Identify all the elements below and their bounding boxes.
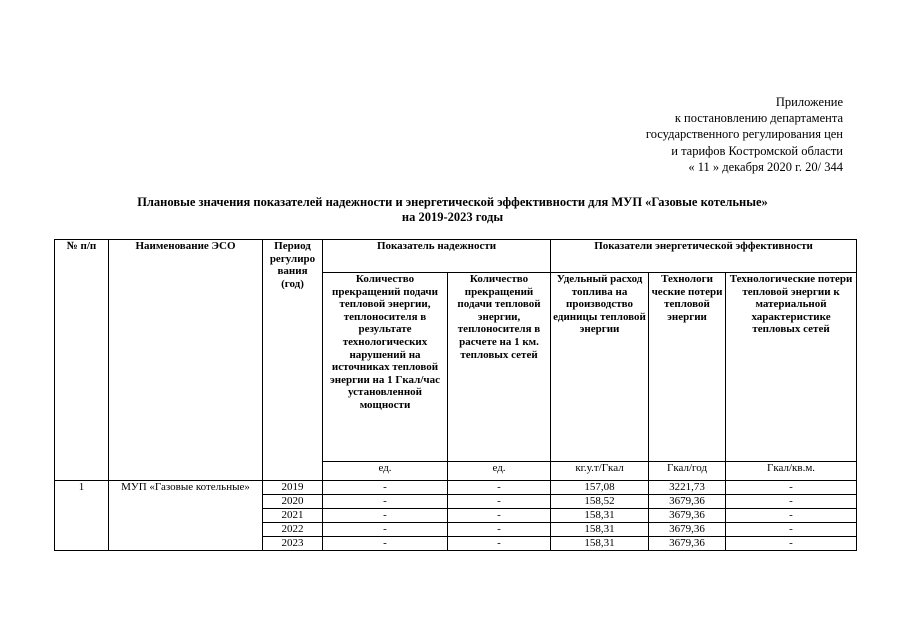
- entity-name: МУП «Газовые котельные»: [109, 481, 263, 551]
- header-col-5: Технологические потери тепловой энергии к материальной характеристике тепловых сетей: [726, 273, 857, 462]
- value-cell: -: [726, 509, 857, 523]
- unit-cell: Гкал/кв.м.: [726, 462, 857, 481]
- appendix-line: и тарифов Костромской области: [671, 143, 843, 158]
- header-period: Период регулиро вания (год): [263, 240, 323, 481]
- value-cell: -: [323, 509, 448, 523]
- value-cell: 158,52: [551, 495, 649, 509]
- year-cell: 2019: [263, 481, 323, 495]
- appendix-date-line: « 11 » декабря 2020 г. 20/ 344: [688, 159, 843, 174]
- value-cell: -: [448, 523, 551, 537]
- value-cell: 3679,36: [649, 509, 726, 523]
- entity-num: 1: [55, 481, 109, 551]
- unit-cell: Гкал/год: [649, 462, 726, 481]
- value-cell: 158,31: [551, 537, 649, 551]
- value-cell: -: [323, 523, 448, 537]
- title-line-2: на 2019-2023 годы: [401, 210, 504, 224]
- value-cell: -: [448, 495, 551, 509]
- value-cell: -: [726, 523, 857, 537]
- title-line-1: Плановые значения показателей надежности и энергетической эффективности для МУП «Газовые котельные»: [137, 195, 768, 209]
- value-cell: 3679,36: [649, 523, 726, 537]
- appendix-block: [646, 94, 843, 175]
- appendix-line: Приложение: [775, 95, 843, 109]
- table-row: [55, 481, 857, 495]
- year-cell: 2022: [263, 523, 323, 537]
- header-efficiency: Показатели энергетической эффективности: [551, 240, 857, 273]
- header-col-4: Технологи ческие потери тепловой энергии: [649, 273, 726, 462]
- value-cell: 157,08: [551, 481, 649, 495]
- value-cell: 158,31: [551, 509, 649, 523]
- value-cell: -: [726, 495, 857, 509]
- year-cell: 2021: [263, 509, 323, 523]
- value-cell: -: [726, 537, 857, 551]
- value-cell: -: [448, 537, 551, 551]
- year-cell: 2020: [263, 495, 323, 509]
- value-cell: -: [323, 537, 448, 551]
- header-col-1: Количество прекращений подачи тепловой энергии, теплоносителя в результате технологических нарушений на источниках тепловой энергии на 1 Гкал/час установленной мощности: [323, 273, 448, 462]
- value-cell: -: [323, 495, 448, 509]
- unit-cell: ед.: [323, 462, 448, 481]
- header-num: № п/п: [55, 240, 109, 481]
- appendix-line: государственного регулирования цен: [645, 127, 843, 142]
- value-cell: 3679,36: [649, 495, 726, 509]
- appendix-line: к постановлению департамента: [674, 111, 843, 126]
- header-col-2: Количество прекращений подачи тепловой энергии, теплоносителя в расчете на 1 км. тепловых сетей: [448, 273, 551, 462]
- document-title: [0, 195, 905, 225]
- indicators-table: [54, 239, 857, 551]
- value-cell: -: [448, 481, 551, 495]
- header-org: Наименование ЭСО: [109, 240, 263, 481]
- value-cell: -: [323, 481, 448, 495]
- header-reliability: Показатель надежности: [323, 240, 551, 273]
- year-cell: 2023: [263, 537, 323, 551]
- unit-cell: кг.у.т/Гкал: [551, 462, 649, 481]
- header-col-3: Удельный расход топлива на производство единицы тепловой энергии: [551, 273, 649, 462]
- value-cell: -: [448, 509, 551, 523]
- unit-cell: ед.: [448, 462, 551, 481]
- value-cell: 3221,73: [649, 481, 726, 495]
- value-cell: 3679,36: [649, 537, 726, 551]
- value-cell: 158,31: [551, 523, 649, 537]
- value-cell: -: [726, 481, 857, 495]
